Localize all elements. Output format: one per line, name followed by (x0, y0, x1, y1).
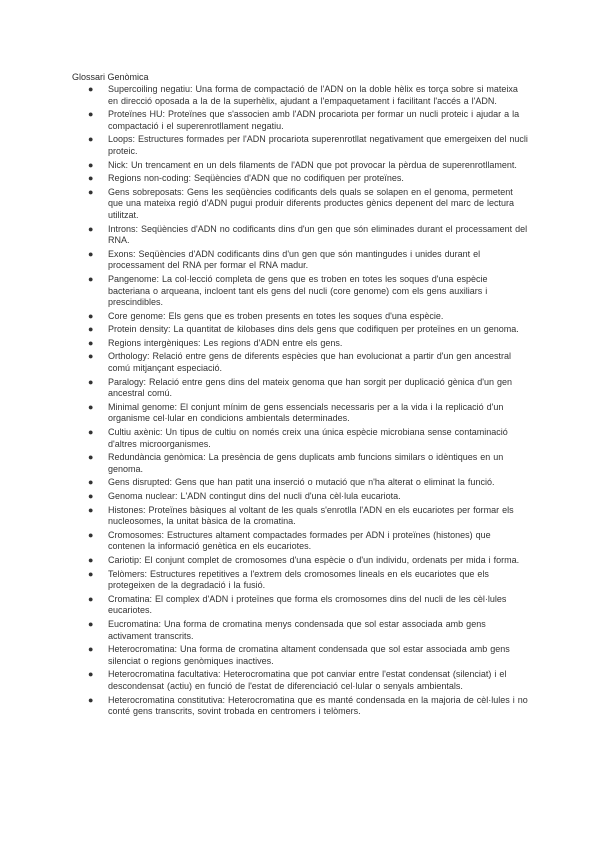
glossary-entry (72, 452, 528, 475)
glossary-entry-text: Pangenome: La col·lecció completa de gens que es troben en totes les soques d'una espècie bacteriana o arqueana, incloent tant els gens del nucli (core genome) com els gens auxiliars i prescindibles. (108, 273, 488, 308)
bullet-icon: ● (88, 401, 94, 412)
glossary-entry-text: Eucromatina: Una forma de cromatina menys condensada que sol estar associada amb gens activament transcrits. (108, 618, 486, 641)
bullet-icon: ● (88, 84, 94, 94)
bullet-icon: ● (88, 186, 94, 197)
glossary-entry-text: Cultiu axènic: Un tipus de cultiu on només creix una única espècie microbiana sense contaminació d'altres microorganismes. (108, 427, 508, 449)
glossary-entry (72, 134, 528, 157)
glossary-entry (72, 477, 528, 489)
glossary-entry (72, 402, 528, 425)
glossary-entry (72, 274, 528, 309)
glossary-entry-text: Regions non-coding: Seqüències d'ADN que no codifiquen per proteïnes. (108, 173, 404, 184)
glossary-entry (72, 324, 528, 336)
glossary-entry-text: Genoma nuclear: L'ADN contingut dins del nucli d'una cèl·lula eucariota. (108, 491, 401, 501)
glossary-entry-text: Heterocromatina facultativa: Heterocromatina que pot canviar entre l'estat condensat (silenciat) i el descondensat (actiu) en funció de l'estat de diferenciació cel·lular o senyals ambientals. (108, 669, 507, 691)
glossary-entry (72, 594, 528, 617)
glossary-entry (72, 109, 528, 132)
glossary-entry-text: Minimal genome: El conjunt mínim de gens essencials necessaris per a la vida i la replicació d'un organisme cel·lular en condicions ambientals determinades. (108, 401, 504, 424)
bullet-icon: ● (88, 109, 94, 120)
bullet-icon: ● (88, 159, 94, 170)
glossary-entry (72, 249, 528, 272)
glossary-entry (72, 187, 528, 222)
glossary-entry (72, 695, 528, 718)
glossary-entry (72, 338, 528, 350)
glossary-entry-text: Heterocromatina: Una forma de cromatina altament condensada que sol estar associada amb gens silenciat o regions genòmiques inactives. (108, 644, 510, 666)
glossary-entry (72, 311, 528, 323)
bullet-icon: ● (88, 669, 94, 680)
glossary-entry-text: Heterocromatina constitutiva: Heterocromatina que es manté condensada en la majoria de cèl·lules i no conté gens transcrits, sovint trobada en centromers i telòmers. (108, 694, 528, 717)
bullet-icon: ● (88, 593, 94, 604)
glossary-entry (72, 505, 528, 528)
bullet-icon: ● (88, 310, 94, 321)
bullet-icon: ● (88, 223, 94, 234)
glossary-entry (72, 224, 528, 247)
glossary-entry-text: Orthology: Relació entre gens de diferents espècies que han evolucionat a partir d'un gen ancestral comú mitjançant especiació. (108, 351, 511, 374)
glossary-entry-text: Histones: Proteïnes bàsiques al voltant de les quals s'enrotlla l'ADN en els eucariotes per formar els nucleosomes, la unitat bàsica de la cromatina. (108, 504, 514, 527)
bullet-icon: ● (88, 618, 94, 629)
glossary-entry (72, 427, 528, 450)
bullet-icon: ● (88, 337, 94, 348)
document-title: Glossari Genòmica (72, 72, 149, 82)
glossary-entry-text: Proteïnes HU: Proteïnes que s'associen amb l'ADN procariota per formar un nucli proteic i ajudar a la compactació i el superenrotllament negatiu. (108, 109, 520, 131)
bullet-icon: ● (88, 452, 94, 463)
glossary-entry-text: Telòmers: Estructures repetitives a l'extrem dels cromosomes lineals en els eucariotes que els protegeixen de la degradació i la fusió. (108, 568, 489, 591)
bullet-icon: ● (88, 324, 94, 335)
glossary-entry-text: Exons: Seqüències d'ADN codificants dins d'un gen que són mantingudes i unides durant el processament del RNA per formar el RNA madur. (108, 248, 481, 271)
bullet-icon: ● (88, 351, 94, 362)
glossary-entry (72, 569, 528, 592)
glossary-entry-text: Introns: Seqüències d'ADN no codificants dins d'un gen que són eliminades durant el processament del RNA. (108, 223, 528, 246)
glossary-entry (72, 173, 528, 185)
glossary-entry-text: Nick: Un trencament en un dels filaments de l'ADN que pot provocar la pèrdua de superenrotllament. (108, 159, 517, 170)
bullet-icon: ● (88, 376, 94, 387)
bullet-icon: ● (88, 529, 94, 540)
glossary-entry-text: Gens disrupted: Gens que han patit una inserció o mutació que n'ha alterat o eliminat la funció. (108, 477, 495, 488)
glossary-entry-text: Cromatina: El complex d'ADN i proteïnes que forma els cromosomes dins del nucli de les cèl·lules eucariotes. (108, 593, 507, 616)
bullet-icon: ● (88, 568, 94, 579)
glossary-entry (72, 530, 528, 553)
glossary-entry (72, 377, 528, 400)
glossary-entry (72, 351, 528, 374)
bullet-icon: ● (88, 427, 94, 438)
bullet-icon: ● (88, 504, 94, 515)
glossary-entry-text: Cromosomes: Estructures altament compactades formades per ADN i proteïnes (histones) que contenen la informació genètica en els eucariotes. (108, 529, 491, 552)
glossary-entry-text: Loops: Estructures formades per l'ADN procariota superenrotllat negativament que emergeixen del nucli proteic. (108, 134, 528, 156)
bullet-icon: ● (88, 491, 94, 501)
glossary-entry (72, 619, 528, 642)
bullet-icon: ● (88, 173, 94, 184)
glossary-entry (72, 555, 528, 567)
bullet-icon: ● (88, 644, 94, 655)
glossary-entry-text: Cariotip: El conjunt complet de cromosomes d'una espècie o d'un individu, ordenats per mida i forma. (108, 554, 520, 565)
glossary-entry (72, 160, 528, 172)
glossary-entry-text: Protein density: La quantitat de kilobases dins dels gens que codifiquen per proteïnes en un genoma. (108, 324, 519, 335)
glossary-list (72, 84, 528, 720)
glossary-entry (72, 644, 528, 667)
bullet-icon: ● (88, 694, 94, 705)
glossary-entry (72, 491, 528, 503)
bullet-icon: ● (88, 248, 94, 259)
glossary-entry (72, 84, 528, 107)
glossary-entry (72, 669, 528, 692)
glossary-entry-text: Paralogy: Relació entre gens dins del mateix genoma que han sorgit per duplicació gènica d'un gen ancestral comú. (108, 376, 512, 399)
glossary-entry-text: Regions intergèniques: Les regions d'ADN entre els gens. (108, 337, 343, 348)
glossary-entry-text: Core genome: Els gens que es troben presents en totes les soques d'una espècie. (108, 310, 444, 321)
bullet-icon: ● (88, 477, 94, 488)
bullet-icon: ● (88, 273, 94, 284)
glossary-entry-text: Gens sobreposats: Gens les seqüències codificants dels quals se solapen en el genoma, permetent que una mateixa regió d'ADN pugui produir diferents productes gènics depenent del marc de lectura utilitzat. (108, 186, 514, 220)
bullet-icon: ● (88, 134, 94, 145)
glossary-entry-text: Redundància genòmica: La presència de gens duplicats amb funcions similars o idèntiques en un genoma. (108, 452, 504, 474)
bullet-icon: ● (88, 554, 94, 565)
glossary-entry-text: Supercoiling negatiu: Una forma de compactació de l'ADN on la doble hèlix es torça sobre si mateixa en direcció oposada a la de la superhèlix, ajudant a l'empaquetament i facilitant l'accés a l'ADN. (108, 84, 518, 106)
